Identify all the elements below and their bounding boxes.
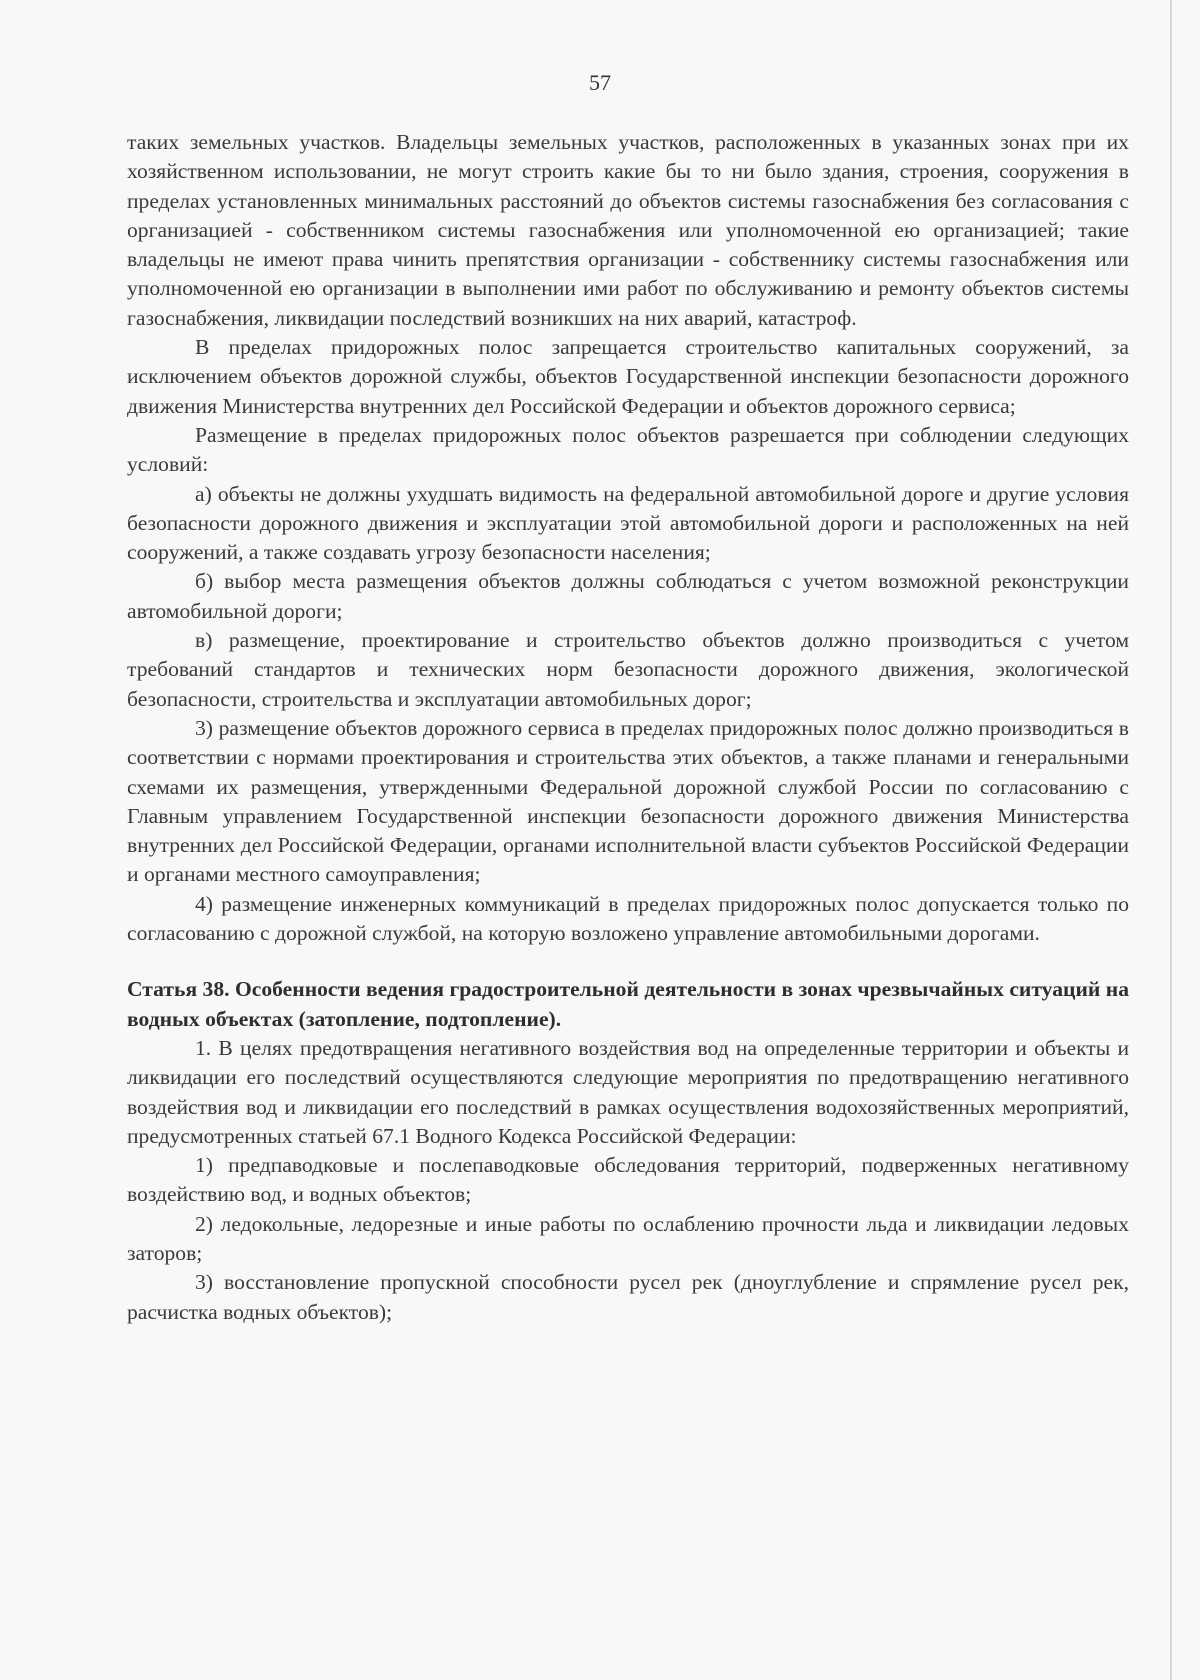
list-item-4: 4) размещение инженерных коммуникаций в пределах придорожных полос допускается только по согласованию с дорожной службой, на которую возложено управление автомобильными дорогами.	[127, 891, 1129, 946]
article-list-item-1: 1) предпаводковые и послепаводковые обследования территорий, подверженных негативному воздействию вод, и водных объектов;	[127, 1153, 1129, 1207]
page-number: 57	[589, 70, 611, 95]
list-item-b: б) выбор места размещения объектов должны соблюдаться с учетом возможной реконструкции автомобильной дороги;	[127, 569, 1129, 623]
article-paragraph-1: 1. В целях предотвращения негативного воздействия вод на определенные территории и объекты и ликвидации его последствий осуществляются следующие мероприятия по предотвращению негативного воздействия вод и ликвидации его последствий в рамках осуществления водохозяйственных мероприятий, предусмотренных статьей 67.1 Водного Кодекса Российской Федерации:	[127, 1035, 1129, 1148]
paragraph-placement-conditions: Размещение в пределах придорожных полос объектов разрешается при соблюдении следующих условий:	[127, 422, 1129, 477]
article-list-item-2: 2) ледокольные, ледорезные и иные работы по ослаблению прочности льда и ликвидации ледовых заторов;	[127, 1211, 1129, 1265]
document-body	[127, 128, 1129, 1327]
article-heading: Статья 38. Особенности ведения градостроительной деятельности в зонах чрезвычайных ситуаций на водных объектах (затопление, подтопление).	[127, 977, 1129, 1031]
page-edge	[1170, 0, 1172, 1680]
list-item-a: а) объекты не должны ухудшать видимость на федеральной автомобильной дороге и другие условия безопасности дорожного движения и эксплуатации этой автомобильной дороги и расположенных на ней сооружений, а также создавать угрозу безопасности населения;	[127, 481, 1129, 565]
paragraph-continuation: таких земельных участков. Владельцы земельных участков, расположенных в указанных зонах при их хозяйственном использовании, не могут строить какие бы то ни было здания, строения, сооружения в пределах установленных минимальных расстояний до объектов системы газоснабжения без согласования с организацией - собственником системы газоснабжения или уполномоченной ею организацией; такие владельцы не имеют права чинить препятствия организации - собственнику системы газоснабжения или уполномоченной ею организации в выполнении ими работ по обслуживанию и ремонту объектов системы газоснабжения, ликвидации последствий возникших на них аварий, катастроф.	[127, 130, 1129, 330]
article-list-item-3: 3) восстановление пропускной способности русел рек (дноуглубление и спрямление русел рек, расчистка водных объектов);	[127, 1270, 1129, 1324]
paragraph-roadside-restriction: В пределах придорожных полос запрещается строительство капитальных сооружений, за исключением объектов дорожной службы, объектов Государственной инспекции безопасности дорожного движения Министерства внутренних дел Российской Федерации и объектов дорожного сервиса;	[127, 335, 1129, 418]
list-item-3: 3) размещение объектов дорожного сервиса в пределах придорожных полос должно производиться в соответствии с нормами проектирования и строительства этих объектов, а также планами и генеральными схемами их размещения, утвержденными Федеральной дорожной службой России по согласованию с Главным управлением Государственной инспекции безопасности дорожного движения Министерства внутренних дел Российской Федерации, органами исполнительной власти субъектов Российской Федерации и органами местного самоуправления;	[127, 715, 1129, 887]
list-item-v: в) размещение, проектирование и строительство объектов должно производиться с учетом требований стандартов и технических норм безопасности дорожного движения, экологической безопасности, строительства и эксплуатации автомобильных дорог;	[127, 628, 1129, 711]
